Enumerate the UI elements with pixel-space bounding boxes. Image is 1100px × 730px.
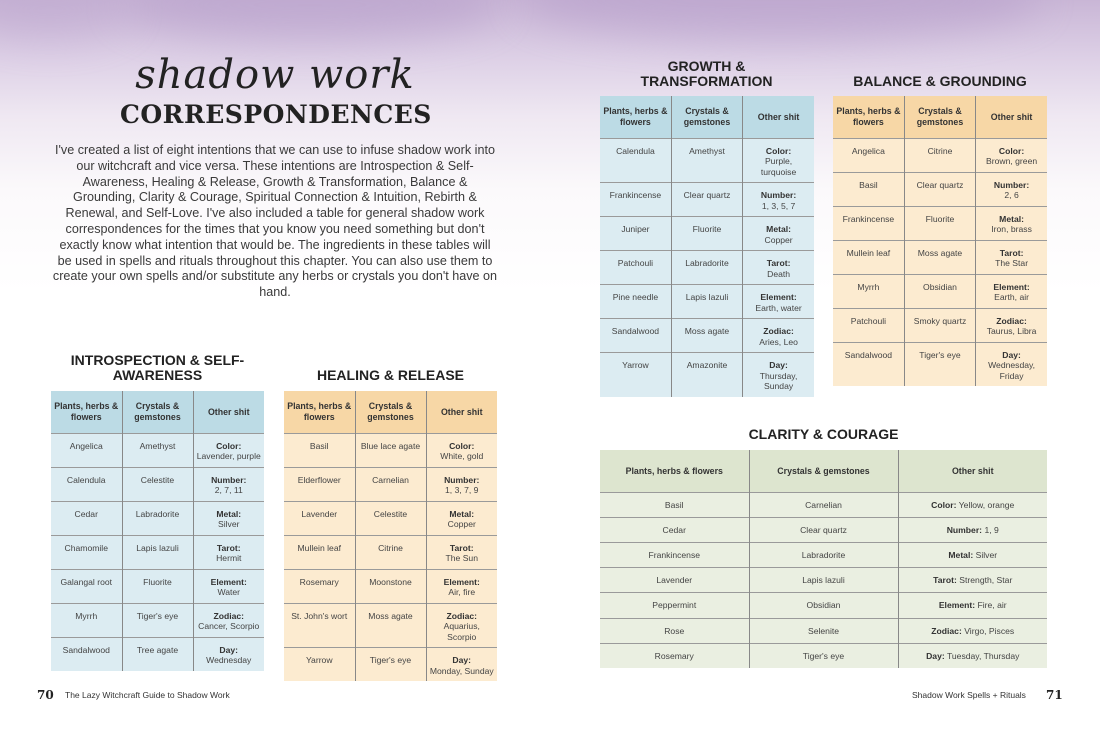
plant-cell: Juniper (600, 217, 671, 251)
correspondence-label: Color: (449, 440, 475, 451)
plant-cell: Frankincense (600, 542, 749, 567)
correspondence-value: Copper (764, 234, 793, 245)
correspondence-value: White, gold (440, 451, 484, 461)
plant-cell: Sandalwood (833, 342, 904, 386)
correspondence-value: Silver (218, 519, 240, 529)
column-header: Other shit (898, 450, 1047, 492)
correspondence-value: Earth, water (755, 302, 802, 313)
other-cell (743, 319, 814, 353)
other-cell (743, 353, 814, 397)
table-header-row (51, 391, 264, 433)
correspondence-value: Copper (447, 519, 476, 529)
column-header: Crystals & gemstones (671, 96, 742, 138)
correspondence-value: Aquarius, Scorpio (443, 621, 480, 642)
correspondence-value: 2, 7, 11 (214, 485, 243, 495)
table-row (600, 138, 814, 183)
plant-cell: Basil (600, 492, 749, 517)
table-row (284, 648, 497, 682)
correspondence-label: Zodiac: (996, 315, 1027, 326)
table-row (600, 217, 814, 251)
plant-cell: Myrrh (833, 274, 904, 308)
table-row (833, 308, 1047, 342)
table-row (284, 501, 497, 535)
plant-cell: Patchouli (833, 308, 904, 342)
correspondence-label: Number: (211, 474, 247, 485)
crystal-cell: Clear quartz (671, 183, 742, 217)
correspondence-label: Day: (452, 655, 472, 665)
table-row (51, 467, 264, 501)
correspondence-value: Wednesday (206, 655, 252, 665)
correspondence-value: Cancer, Scorpio (198, 621, 260, 631)
correspondence-label: Number: (946, 524, 983, 535)
correspondence-label: Day: (926, 650, 945, 661)
other-cell (426, 433, 497, 467)
plant-cell: Mullein leaf (284, 535, 355, 569)
correspondence-value: Silver (975, 549, 998, 560)
plant-cell: Rosemary (600, 643, 749, 668)
plant-cell: Angelica (833, 138, 904, 172)
crystal-cell: Lapis lazuli (122, 535, 193, 569)
plant-cell: Cedar (600, 517, 749, 542)
page-number-left: 70 (37, 688, 54, 702)
plant-cell: Basil (833, 172, 904, 206)
other-cell (193, 569, 264, 603)
table-row (833, 206, 1047, 240)
correspondence-label: Metal: (449, 508, 475, 519)
other-cell (976, 138, 1047, 172)
correspondence-value: Air, fire (448, 587, 476, 597)
table-header-row (833, 96, 1047, 138)
column-header: Other shit (193, 391, 264, 433)
healing-table (284, 391, 497, 681)
correspondence-label: Tarot: (933, 575, 957, 586)
correspondence-value: Strength, Star (959, 575, 1013, 586)
correspondence-label: Day: (769, 360, 788, 370)
table-row (600, 353, 814, 397)
table-row (600, 251, 814, 285)
crystal-cell: Tiger's eye (355, 648, 426, 682)
plant-cell: Sandalwood (51, 637, 122, 671)
crystal-cell: Moonstone (355, 569, 426, 603)
column-header: Plants, herbs & flowers (833, 96, 904, 138)
plant-cell: Chamomile (51, 535, 122, 569)
table-row (51, 637, 264, 671)
other-cell (976, 274, 1047, 308)
introspection-table (51, 391, 264, 671)
other-cell (898, 517, 1047, 542)
correspondence-label: Color: (765, 145, 792, 156)
column-header: Plants, herbs & flowers (284, 391, 355, 433)
crystal-cell: Fluorite (122, 569, 193, 603)
column-header: Crystals & gemstones (749, 450, 898, 492)
other-cell (193, 535, 264, 569)
table-row (51, 603, 264, 637)
correspondence-label: Number: (760, 190, 797, 200)
table-row (600, 618, 1047, 643)
column-header: Other shit (426, 391, 497, 433)
plant-cell: Lavender (600, 568, 749, 593)
table-header-row (284, 391, 497, 433)
watercolor-wash (120, 0, 500, 40)
other-cell (898, 542, 1047, 567)
crystal-cell: Amazonite (671, 353, 742, 397)
correspondence-label: Tarot: (766, 258, 791, 268)
correspondence-value: Purple, turquoise (760, 156, 797, 177)
correspondence-label: Number: (993, 179, 1030, 190)
plant-cell: Pine needle (600, 285, 671, 319)
column-header: Plants, herbs & flowers (600, 450, 749, 492)
page-number-right: 71 (1046, 688, 1063, 702)
correspondence-label: Tarot: (449, 542, 474, 553)
crystal-cell: Obsidian (749, 593, 898, 618)
other-cell (898, 643, 1047, 668)
plant-cell: Cedar (51, 501, 122, 535)
table-row (284, 603, 497, 648)
other-cell (743, 251, 814, 285)
running-footer-right: Shadow Work Spells + Rituals (912, 690, 1026, 700)
crystal-cell: Tree agate (122, 637, 193, 671)
crystal-cell: Lapis lazuli (671, 285, 742, 319)
table-row (600, 285, 814, 319)
clarity-table (600, 450, 1047, 668)
crystal-cell: Amethyst (671, 138, 742, 183)
other-cell (193, 501, 264, 535)
plant-cell: Basil (284, 433, 355, 467)
crystal-cell: Tiger's eye (122, 603, 193, 637)
table-title-balance: BALANCE & GROUNDING (853, 73, 1027, 89)
correspondence-value: Yellow, orange (958, 499, 1015, 510)
correspondence-label: Element: (938, 600, 976, 611)
correspondence-value: Hermit (216, 553, 242, 563)
other-cell (898, 492, 1047, 517)
correspondence-value: Water (217, 587, 241, 597)
correspondence-value: Thursday, Sunday (759, 370, 798, 391)
correspondence-label: Element: (993, 281, 1030, 292)
table-title-clarity: CLARITY & COURAGE (748, 426, 899, 442)
other-cell (193, 433, 264, 467)
correspondence-label: Metal: (766, 224, 791, 234)
correspondence-label: Color: (998, 145, 1025, 156)
column-header: Plants, herbs & flowers (600, 96, 671, 138)
other-cell (743, 285, 814, 319)
crystal-cell: Selenite (749, 618, 898, 643)
watercolor-wash (0, 0, 130, 40)
other-cell (898, 593, 1047, 618)
plant-cell: Angelica (51, 433, 122, 467)
crystal-cell: Carnelian (749, 492, 898, 517)
crystal-cell: Fluorite (904, 206, 975, 240)
correspondence-label: Zodiac: (763, 326, 794, 336)
other-cell (743, 183, 814, 217)
correspondence-label: Tarot: (999, 247, 1024, 258)
plant-cell: Yarrow (284, 648, 355, 682)
correspondence-label: Element: (443, 576, 480, 587)
table-row (833, 240, 1047, 274)
plant-cell: Elderflower (284, 467, 355, 501)
correspondence-value: Death (767, 268, 791, 279)
correspondence-label: Color: (216, 440, 242, 451)
crystal-cell: Labradorite (122, 501, 193, 535)
crystal-cell: Celestite (355, 501, 426, 535)
intro-paragraph: I've created a list of eight intentions that we can use to infuse shadow work into our witchcraft and vice versa. These intentions are Introspection & Self-Awareness, Healing & Release, Growth & Transformation, Balance & Grounding, Clarity & Courage, Spiritual Connection & Intuition, Rebirth & Renewal, and Self-Love. I've also included a table for general shadow work correspondences for the times that you know you need something but don't exactly know what intention that would be. The ingredients in these tables will be used in spells and rituals throughout this chapter. You can also use them to create your own spells and/or substitute any herbs or crystals you don't have on hand. (52, 143, 498, 300)
other-cell (976, 308, 1047, 342)
correspondence-value: Aries, Leo (759, 336, 798, 347)
plant-cell: Calendula (600, 138, 671, 183)
column-header: Other shit (743, 96, 814, 138)
plant-cell: St. John's wort (284, 603, 355, 648)
crystal-cell: Clear quartz (904, 172, 975, 206)
plant-cell: Peppermint (600, 593, 749, 618)
table-row (600, 593, 1047, 618)
other-cell (193, 637, 264, 671)
correspondence-label: Day: (1002, 349, 1021, 360)
plant-cell: Mullein leaf (833, 240, 904, 274)
table-row (51, 501, 264, 535)
correspondence-value: Monday, Sunday (429, 665, 494, 676)
plant-cell: Yarrow (600, 353, 671, 397)
plant-cell: Calendula (51, 467, 122, 501)
crystal-cell: Lapis lazuli (749, 568, 898, 593)
table-row (51, 569, 264, 603)
table-row (600, 319, 814, 353)
crystal-cell: Blue lace agate (355, 433, 426, 467)
correspondence-label: Zodiac: (446, 610, 478, 621)
growth-table (600, 96, 814, 397)
table-row (833, 342, 1047, 386)
table-row (600, 517, 1047, 542)
table-row (284, 433, 497, 467)
crystal-cell: Labradorite (749, 542, 898, 567)
correspondence-value: Iron, brass (991, 224, 1032, 234)
crystal-cell: Moss agate (355, 603, 426, 648)
other-cell (976, 342, 1047, 386)
correspondence-label: Color: (931, 499, 957, 510)
table-row (51, 433, 264, 467)
correspondence-label: Tarot: (216, 542, 241, 553)
correspondence-value: Wednesday, Friday (988, 360, 1036, 381)
other-cell (976, 172, 1047, 206)
other-cell (426, 535, 497, 569)
correspondence-value: 1, 3, 7, 9 (445, 485, 479, 495)
other-cell (426, 501, 497, 535)
column-header: Crystals & gemstones (355, 391, 426, 433)
table-title-healing: HEALING & RELEASE (316, 367, 464, 383)
correspondence-value: Virgo, Pisces (964, 625, 1015, 636)
table-row (600, 183, 814, 217)
correspondence-value: Lavender, purple (196, 451, 261, 461)
other-cell (743, 217, 814, 251)
table-row (284, 535, 497, 569)
plant-cell: Rose (600, 618, 749, 643)
correspondence-value: Fire, air (977, 600, 1007, 611)
table-row (600, 492, 1047, 517)
plant-cell: Lavender (284, 501, 355, 535)
table-header-row (600, 450, 1047, 492)
correspondence-label: Metal: (948, 549, 974, 560)
column-header: Other shit (976, 96, 1047, 138)
balance-table (833, 96, 1047, 386)
crystal-cell: Tiger's eye (749, 643, 898, 668)
correspondence-value: The Sun (445, 553, 478, 563)
title-script: shadow work (135, 52, 415, 98)
correspondence-value: Tuesday, Thursday (946, 650, 1020, 661)
correspondence-label: Element: (760, 292, 797, 302)
crystal-cell: Citrine (904, 138, 975, 172)
correspondence-value: Brown, green (986, 156, 1038, 166)
crystal-cell: Obsidian (904, 274, 975, 308)
crystal-cell: Clear quartz (749, 517, 898, 542)
table-row (284, 569, 497, 603)
plant-cell: Myrrh (51, 603, 122, 637)
other-cell (426, 467, 497, 501)
other-cell (193, 603, 264, 637)
crystal-cell: Fluorite (671, 217, 742, 251)
other-cell (426, 603, 497, 648)
plant-cell: Frankincense (600, 183, 671, 217)
other-cell (898, 568, 1047, 593)
table-row (600, 568, 1047, 593)
other-cell (976, 206, 1047, 240)
other-cell (898, 618, 1047, 643)
plant-cell: Sandalwood (600, 319, 671, 353)
page-title: CORRESPONDENCES (120, 100, 432, 129)
plant-cell: Galangal root (51, 569, 122, 603)
table-title-growth: GROWTH & TRANSFORMATION (640, 58, 773, 89)
table-row (833, 172, 1047, 206)
other-cell (743, 138, 814, 183)
table-title-introspection: INTROSPECTION & SELF-AWARENESS (70, 352, 245, 383)
other-cell (976, 240, 1047, 274)
plant-cell: Patchouli (600, 251, 671, 285)
column-header: Plants, herbs & flowers (51, 391, 122, 433)
table-row (833, 274, 1047, 308)
crystal-cell: Moss agate (671, 319, 742, 353)
crystal-cell: Smoky quartz (904, 308, 975, 342)
correspondence-value: The Star (995, 258, 1029, 268)
table-row (600, 542, 1047, 567)
correspondence-label: Zodiac: (213, 610, 245, 621)
other-cell (426, 569, 497, 603)
correspondence-value: 2, 6 (1004, 190, 1019, 200)
correspondence-label: Metal: (216, 508, 242, 519)
table-header-row (600, 96, 814, 138)
correspondence-label: Element: (210, 576, 247, 587)
correspondence-value: 1, 9 (984, 524, 999, 535)
correspondence-value: 1, 3, 5, 7 (761, 200, 796, 211)
table-row (284, 467, 497, 501)
table-row (51, 535, 264, 569)
correspondence-label: Metal: (999, 213, 1024, 224)
crystal-cell: Citrine (355, 535, 426, 569)
crystal-cell: Labradorite (671, 251, 742, 285)
other-cell (426, 648, 497, 682)
other-cell (193, 467, 264, 501)
crystal-cell: Tiger's eye (904, 342, 975, 386)
column-header: Crystals & gemstones (122, 391, 193, 433)
crystal-cell: Carnelian (355, 467, 426, 501)
correspondence-value: Earth, air (994, 292, 1030, 302)
table-row (600, 643, 1047, 668)
watercolor-wash (520, 0, 1040, 40)
correspondence-label: Zodiac: (931, 625, 962, 636)
crystal-cell: Celestite (122, 467, 193, 501)
crystal-cell: Moss agate (904, 240, 975, 274)
running-footer-left: The Lazy Witchcraft Guide to Shadow Work (65, 690, 230, 700)
correspondence-label: Number: (444, 474, 480, 485)
correspondence-value: Taurus, Libra (986, 326, 1037, 336)
correspondence-label: Day: (219, 644, 239, 655)
table-row (833, 138, 1047, 172)
column-header: Crystals & gemstones (904, 96, 975, 138)
plant-cell: Rosemary (284, 569, 355, 603)
plant-cell: Frankincense (833, 206, 904, 240)
crystal-cell: Amethyst (122, 433, 193, 467)
